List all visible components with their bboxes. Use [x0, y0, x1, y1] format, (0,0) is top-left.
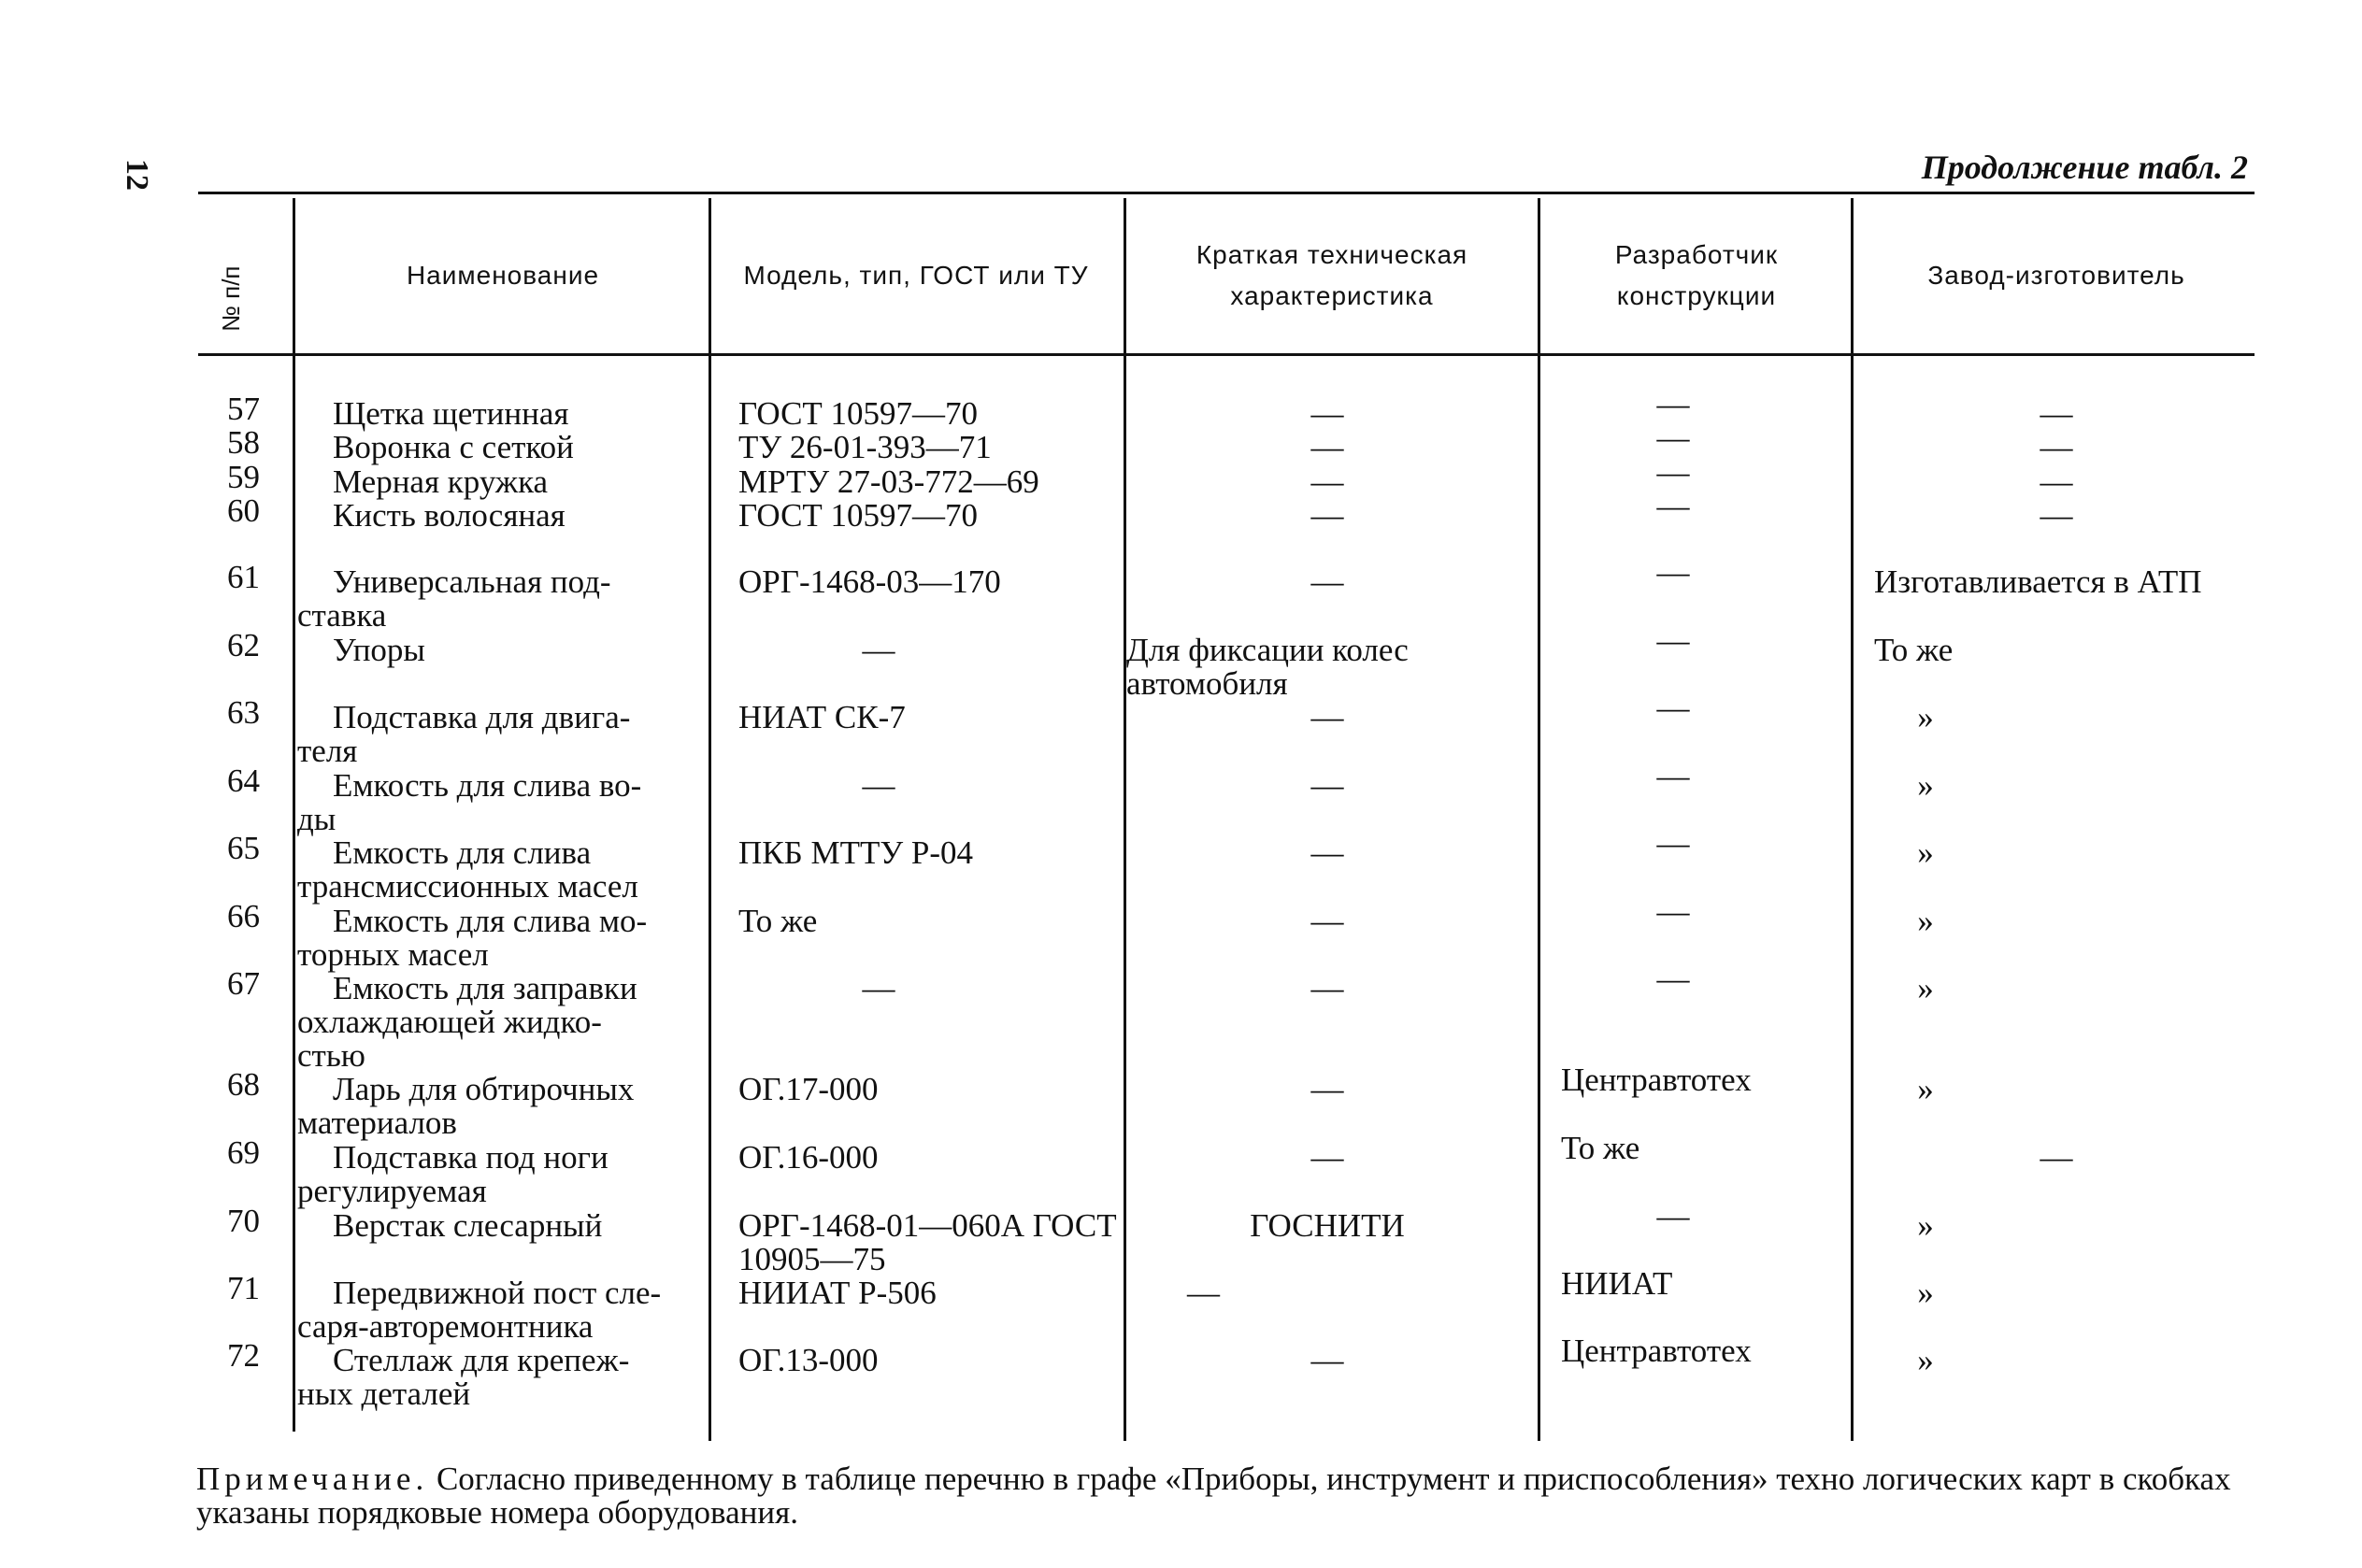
row-model: ОГ.17-000 — [738, 1071, 879, 1107]
row-name — [297, 905, 699, 972]
col-sep-4 — [1538, 198, 1540, 1441]
row-name-line: Передвижной пост сле- — [333, 1275, 662, 1311]
header-model: Модель, тип, ГОСТ или ТУ — [743, 261, 1089, 290]
row-name — [297, 565, 699, 633]
row-plant: Изготавливается в АТП — [1874, 563, 2202, 600]
row-number: 72 — [227, 1337, 260, 1374]
row-name-line: торных масел — [297, 936, 489, 973]
row-model: МРТУ 27-03-772—69 — [738, 463, 1039, 500]
col-sep-1 — [293, 198, 295, 1432]
row-spec: ГОСНИТИ — [1250, 1207, 1405, 1244]
row-plant: » — [1917, 1275, 1934, 1311]
row-name-line: Стеллаж для крепеж- — [333, 1342, 630, 1378]
row-spec: — — [1187, 1275, 1220, 1311]
header-top-rule — [198, 192, 2255, 194]
row-model: ГОСТ 10597—70 — [738, 395, 979, 432]
row-plant: — — [2040, 1139, 2073, 1176]
row-model: ТУ 26-01-393—71 — [738, 429, 992, 465]
page-number: 12 — [120, 159, 154, 191]
continuation-title: Продолжение табл. 2 — [1921, 149, 2248, 186]
col-sep-2 — [709, 198, 711, 1441]
row-developer: — — [1656, 1198, 1690, 1234]
row-number: 59 — [227, 459, 260, 495]
header-num: № п/п — [217, 265, 245, 332]
row-plant: » — [1917, 903, 1934, 939]
row-name — [297, 769, 699, 836]
row-developer: То же — [1561, 1130, 1640, 1166]
row-name-line: Подставка под ноги — [333, 1139, 608, 1176]
row-name — [297, 499, 699, 533]
row-name-line: ных деталей — [297, 1376, 471, 1412]
row-name — [297, 634, 699, 667]
row-name — [297, 431, 699, 464]
row-number: 68 — [227, 1066, 260, 1103]
row-number: 63 — [227, 694, 260, 731]
row-spec: — — [1310, 834, 1344, 871]
row-name-line: саря-авторемонтника — [297, 1308, 594, 1345]
row-name-line: Универсальная под- — [333, 563, 611, 600]
row-number: 58 — [227, 424, 260, 461]
row-number: 61 — [227, 559, 260, 595]
row-plant: » — [1917, 834, 1934, 871]
row-developer: — — [1656, 961, 1690, 997]
row-number: 57 — [227, 391, 260, 427]
row-number: 67 — [227, 965, 260, 1002]
note-label: Примечание. — [196, 1461, 429, 1497]
row-model: — — [862, 767, 895, 804]
row-developer: Центравтотех — [1561, 1333, 1752, 1369]
row-name-line: Щетка щетинная — [333, 395, 569, 432]
row-name — [297, 465, 699, 499]
row-spec: — — [1310, 970, 1344, 1006]
header-spec: Краткая техническая характеристика — [1195, 240, 1468, 310]
row-name-line: теля — [297, 733, 358, 769]
col-sep-5 — [1851, 198, 1854, 1441]
row-name — [297, 1344, 699, 1411]
row-developer: — — [1656, 454, 1690, 491]
row-name-line: Емкость для слива мо- — [333, 903, 648, 939]
row-plant: — — [2040, 395, 2073, 432]
row-name-line: Емкость для слива во- — [333, 767, 642, 804]
row-name-line: Емкость для слива — [333, 834, 592, 871]
row-number: 66 — [227, 898, 260, 934]
row-number: 64 — [227, 763, 260, 799]
row-name — [297, 397, 699, 431]
row-name — [297, 701, 699, 768]
row-number: 71 — [227, 1270, 260, 1306]
row-developer: — — [1656, 420, 1690, 456]
row-name-line: охлаждающей жидко- — [297, 1004, 602, 1040]
row-name — [297, 1276, 699, 1344]
row-name — [297, 1073, 699, 1140]
row-developer: — — [1656, 622, 1690, 659]
row-number: 62 — [227, 627, 260, 663]
row-model: — — [862, 632, 895, 668]
row-developer: — — [1656, 690, 1690, 726]
row-spec: — — [1310, 767, 1344, 804]
header-developer: Разработчик конструкции — [1614, 240, 1779, 310]
row-model: НИАТ СК-7 — [738, 699, 906, 735]
row-developer: — — [1656, 825, 1690, 862]
row-name-line: Верстак слесарный — [333, 1207, 603, 1244]
row-plant: » — [1917, 1071, 1934, 1107]
row-plant: » — [1917, 1342, 1934, 1378]
row-developer: НИИАТ — [1561, 1265, 1673, 1302]
row-name-line: Мерная кружка — [333, 463, 549, 500]
row-name-line: стью — [297, 1037, 365, 1074]
row-developer: — — [1656, 488, 1690, 524]
row-name — [297, 1209, 699, 1243]
row-name — [297, 972, 699, 1073]
row-spec: — — [1310, 699, 1344, 735]
row-spec: — — [1310, 1342, 1344, 1378]
row-name-line: Емкость для заправки — [333, 970, 637, 1006]
row-name — [297, 1141, 699, 1208]
header-bottom-rule — [198, 353, 2255, 356]
header-plant: Завод-изготовитель — [1927, 261, 2185, 290]
row-name-line: Кисть волосяная — [333, 497, 565, 534]
table-note — [196, 1462, 2253, 1530]
row-name — [297, 836, 699, 904]
row-plant: » — [1917, 970, 1934, 1006]
row-number: 69 — [227, 1134, 260, 1171]
row-spec: Для фиксации колес автомобиля — [1126, 632, 1409, 702]
row-plant: » — [1917, 767, 1934, 804]
row-model: ОРГ-1468-01—060А ГОСТ 10905—75 — [738, 1207, 1117, 1277]
row-model: — — [862, 970, 895, 1006]
row-plant: — — [2040, 497, 2073, 534]
row-spec: — — [1310, 429, 1344, 465]
row-model: ОГ.13-000 — [738, 1342, 879, 1378]
row-model: ГОСТ 10597—70 — [738, 497, 979, 534]
row-developer: — — [1656, 554, 1690, 591]
row-spec: — — [1310, 563, 1344, 600]
row-model: То же — [738, 903, 818, 939]
note-text: Согласно приведенному в таблице перечню в графе «Приборы, инструмент и приспособления» техно логических карт в скобках указаны порядковые номера оборудования. — [196, 1461, 2231, 1531]
row-name-line: ставка — [297, 597, 387, 634]
row-name-line: ды — [297, 801, 336, 837]
row-name-line: Воронка с сеткой — [333, 429, 574, 465]
row-spec: — — [1310, 463, 1344, 500]
row-developer: — — [1656, 893, 1690, 930]
row-model: ОГ.16-000 — [738, 1139, 879, 1176]
row-plant: » — [1917, 699, 1934, 735]
row-plant: То же — [1874, 632, 1954, 668]
header-name: Наименование — [406, 261, 600, 290]
row-developer: — — [1656, 758, 1690, 794]
row-plant: — — [2040, 463, 2073, 500]
row-spec: — — [1310, 395, 1344, 432]
row-number: 70 — [227, 1203, 260, 1239]
row-spec: — — [1310, 1139, 1344, 1176]
row-model: ОРГ-1468-03—170 — [738, 563, 1001, 600]
row-spec: — — [1310, 1071, 1344, 1107]
row-name-line: регулируемая — [297, 1173, 487, 1209]
row-name-line: материалов — [297, 1105, 457, 1141]
row-name-line: Упоры — [333, 632, 425, 668]
row-spec: — — [1310, 497, 1344, 534]
row-number: 60 — [227, 492, 260, 529]
row-plant: » — [1917, 1207, 1934, 1244]
row-developer: Центравтотех — [1561, 1062, 1752, 1098]
row-number: 65 — [227, 830, 260, 866]
row-name-line: Ларь для обтирочных — [333, 1071, 635, 1107]
row-model: ПКБ МТТУ Р-04 — [738, 834, 973, 871]
row-spec: — — [1310, 903, 1344, 939]
row-name-line: Подставка для двига- — [333, 699, 631, 735]
row-name-line: трансмиссионных масел — [297, 868, 638, 905]
row-developer: — — [1656, 386, 1690, 422]
row-plant: — — [2040, 429, 2073, 465]
row-model: НИИАТ Р-506 — [738, 1275, 937, 1311]
